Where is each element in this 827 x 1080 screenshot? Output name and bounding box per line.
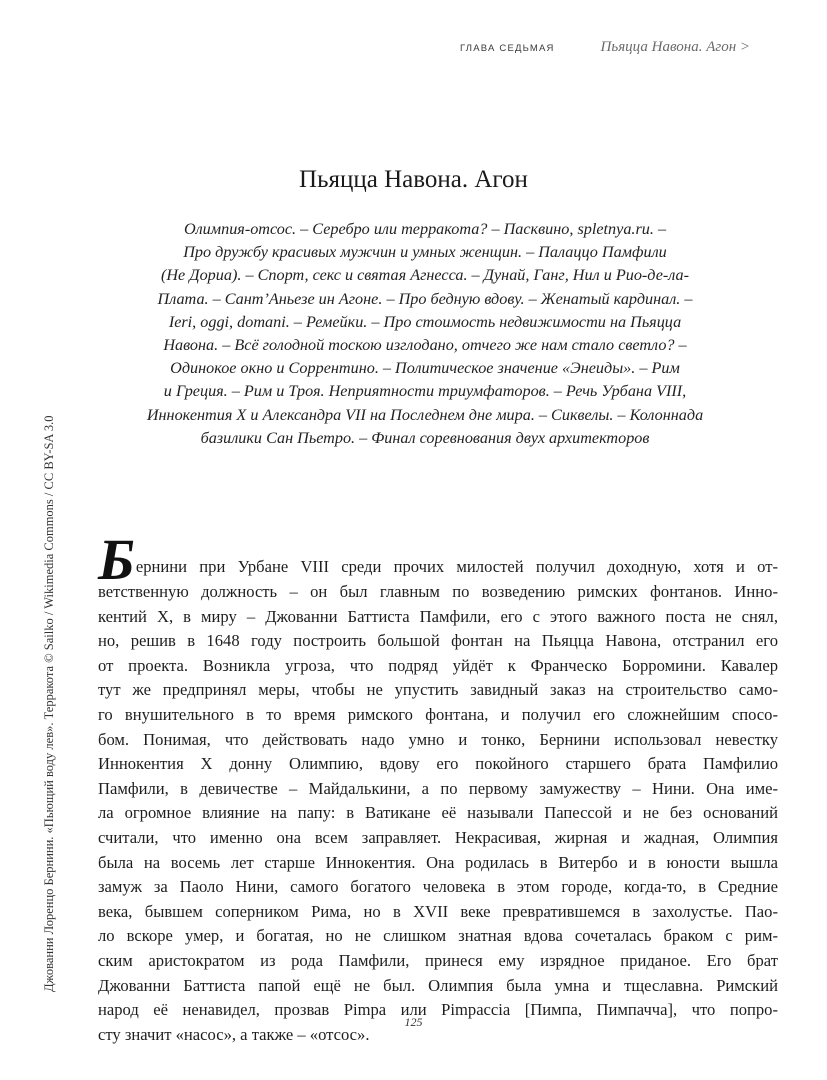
body-line: ло вскоре умер, и богатая, но не слишком знатная вдова сочеталась браком с рим- [98,926,778,946]
body-line: но, решив в 1648 году построить большой фонтан на Пьяцца Навона, отстранил его [98,631,778,651]
body-line: ла огромное влияние на папу: в Ватикане её называли Папессой и не без оснований [98,803,778,823]
chapter-title: Пьяцца Навона. Агон [299,166,528,193]
body-paragraph [98,527,778,1047]
drop-cap: Б [98,527,135,592]
page-number: 125 [404,1015,423,1029]
synopsis-line: Олимпия-отсос. – Серебро или терракота? – Пасквино, spletnya.ru. – [183,220,667,238]
running-head [460,39,787,59]
body-line: ернини при Урбане VIII среди прочих милостей получил доходную, хотя и от- [135,557,778,577]
synopsis-line: Ieri, oggi, domani. – Ремейки. – Про стоимость недвижимости на Пьяцца [168,312,682,331]
image-credit: Джованни Лоренцо Бернини. «Пьющий воду лев». Терракота © Sailko / Wikimedia Commons / CC BY-SA 3.0 [42,415,56,992]
body-line: замуж за Паоло Нини, самого богатого человека в этом городе, когда-то, в Средние [98,877,778,897]
synopsis-line: Иннокентия X и Александра VII на Последнем дне мира. – Сиквелы. – Колоннада [146,405,704,424]
synopsis-line: Навона. – Всё голодной тоскою изглодано, отчего же нам стало светло? – [163,336,687,355]
body-line: века, бывшем соперником Рима, но в XVII веке превратившемся в захолустье. Пао- [98,901,778,921]
body-line: считали, что именно она всем заправляет. Некрасивая, жирная и жадная, Олимпия [98,827,778,847]
synopsis-line: Про дружбу красивых мужчин и умных женщин. – Палаццо Памфили [183,243,667,262]
body-line: бом. Понимая, что действовать надо умно и тонко, Бернини использовал невестку [98,729,778,749]
body-line: от проекта. Возникла угроза, что подряд уйдёт к Франческо Борромини. Кавалер [98,655,778,675]
body-line: кентий X, в миру – Джованни Баттиста Памфили, его с этого важного поста не снял, [98,606,778,626]
synopsis-line: Одинокое окно и Соррентино. – Политическое значение «Энеиды». – Рим [170,359,680,378]
running-head-title: Пьяцца Навона. Агон > [600,39,751,55]
body-line: была на восемь лет старше Иннокентия. Она родилась в Витербо и в юности вышла [98,852,778,872]
chapter-synopsis [95,218,755,450]
body-line: народ её ненавидел, прозвав Pimpa или Pimpaccia [Пимпа, Пимпачча], что попро- [98,1000,778,1020]
body-line: ским аристократом из рода Памфили, принеся ему изрядное приданое. Его брат [98,950,778,970]
running-head-chapter: ГЛАВА СЕДЬМАЯ [460,43,555,54]
synopsis-line: (Не Дориа). – Спорт, секс и святая Агнесса. – Дунай, Ганг, Нил и Рио-де-ла- [160,266,690,285]
synopsis-line: базилики Сан Пьетро. – Финал соревнования двух архитекторов [200,428,650,447]
body-line: ветственную должность – он был главным по возведению римских фонтанов. Инно- [98,582,778,601]
synopsis-line: Плата. – Сант’Аньезе ин Агоне. – Про бедную вдову. – Женатый кардинал. – [157,289,693,308]
body-line: го внушительного в то время римского фонтана, и получил его сложнейшим спосо- [98,704,778,724]
body-line: сту значит «насос», а также – «отсос». [98,1024,370,1044]
body-line: тут же предпринял меры, чтобы не упустить завидный заказ на строительство само- [98,680,778,700]
synopsis-line: и Греция. – Рим и Троя. Неприятности триумфаторов. – Речь Урбана VIII, [163,382,687,401]
body-line: Памфили, в девичестве – Майдалькини, а по первому замужеству – Нини. Она име- [98,778,778,798]
body-line: Джованни Баттиста папой ещё не был. Олимпия была умна и тщеславна. Римский [98,975,778,995]
body-line: Иннокентия X донну Олимпию, вдову его покойного старшего брата Памфилио [98,754,778,774]
